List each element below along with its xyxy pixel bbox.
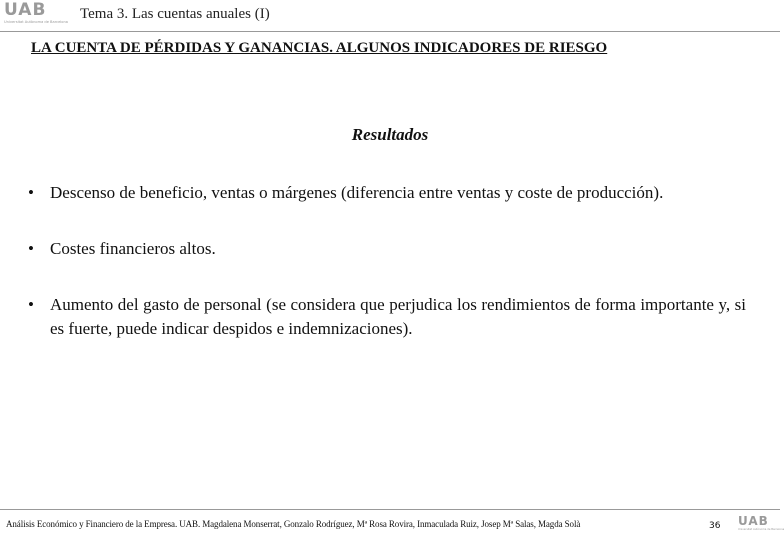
bullet-icon: • <box>28 239 34 258</box>
uab-footer-logo-text: UAB <box>738 514 769 528</box>
section-heading: Resultados <box>351 125 429 144</box>
uab-footer-logo-subtitle: Universitat Autònoma de Barcelona <box>738 528 784 531</box>
uab-logo-text: UAB <box>4 0 47 20</box>
footer-divider <box>0 509 780 510</box>
bullet-item <box>28 237 746 261</box>
bullet-item <box>28 181 746 205</box>
bullet-text: Descenso de beneficio, ventas o márgenes (diferencia entre ventas y coste de producción). <box>50 183 664 202</box>
slide-header-title: Tema 3. Las cuentas anuales (I) <box>80 6 270 22</box>
footer-credits: Análisis Económico y Financiero de la Empresa. UAB. Magdalena Monserrat, Gonzalo Rodríguez, Mª Rosa Rovira, Inmaculada Ruiz, Josep Mª Salas, Magda Solà <box>6 519 581 529</box>
bullet-text: Costes financieros altos. <box>50 239 216 258</box>
slide-title: LA CUENTA DE PÉRDIDAS Y GANANCIAS. ALGUNOS INDICADORES DE RIESGO <box>31 40 608 56</box>
bullet-text: Aumento del gasto de personal (se considera que perjudica los rendimientos de forma importante y, si es fuerte, puede indicar despidos e indemnizaciones). <box>50 295 746 338</box>
header-divider <box>0 31 780 32</box>
uab-footer-logo <box>738 514 784 539</box>
page-number: 36 <box>709 521 721 531</box>
bullet-icon: • <box>28 295 34 314</box>
bullet-icon: • <box>28 183 34 202</box>
bullet-list <box>28 181 746 341</box>
uab-logo-subtitle: Universitat Autònoma de Barcelona <box>4 20 68 24</box>
bullet-item <box>28 293 746 341</box>
